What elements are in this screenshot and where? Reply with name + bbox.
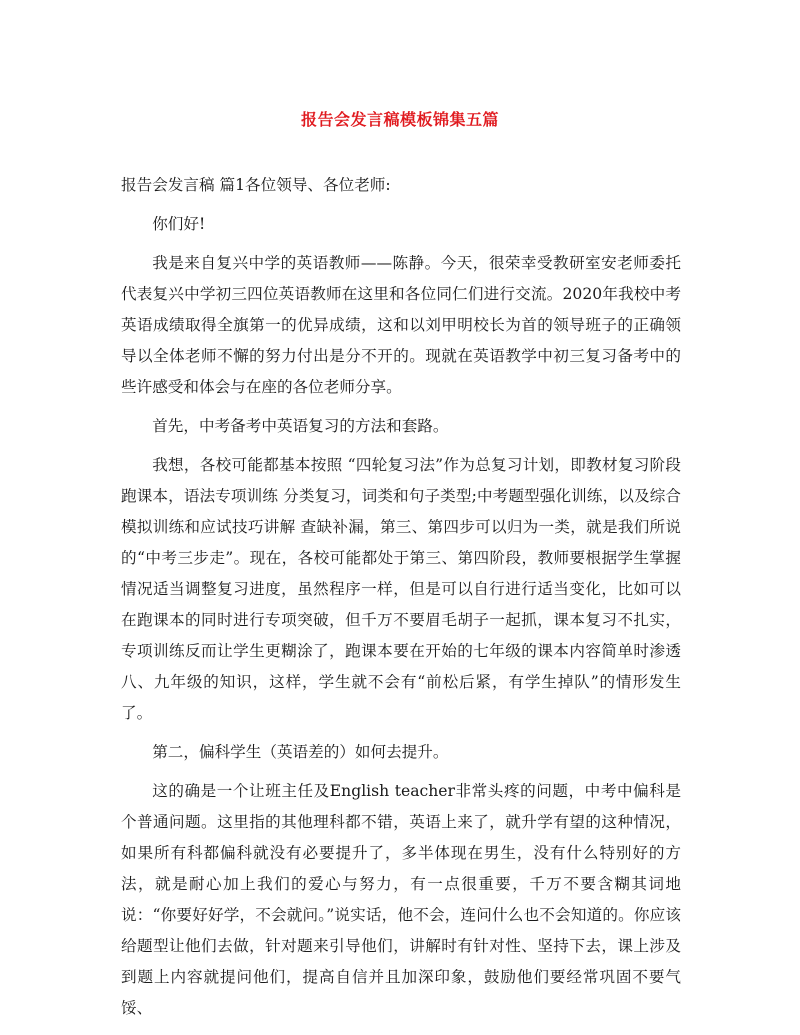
paragraph-first-point: 首先，中考备考中英语复习的方法和套路。 [152,417,449,435]
paragraph-weak-students: 这的确是一个让班主任及English teacher非常头疼的问题，中考中偏科是个普通问题。这里指的其他理科都不错，英语上来了，就升学有望的这种情况，如果所有科都偏科就没有必要提升了，多半体现在男生，没有什么特别好的方法，就是耐心加上我们的爱心与努力，有一点很重要，千万不要含糊其词地说：“你要好好学，不会就问。”说实话，他不会，连问什么也不会知道的。你应该给题型让他们去做，针对题来引导他们，讲解时有针对性、坚持下去，课上涉及到题上内容就提问他们，提高自信并且加深印象，鼓励他们要经常巩固不要气馁、 [121,782,681,1017]
document-title: 报告会发言稿模板锦集五篇 [300,110,499,129]
document-body [121,170,681,1032]
paragraph-introduction: 我是来自复兴中学的英语教师——陈静。今天，很荣幸受教研室安老师委托代表复兴中学初三四位英语教师在这里和各位同仁们进行交流。2020年我校中考英语成绩取得全旗第一的优异成绩，这和以刘甲明校长为首的领导班子的正确领导以全体老师不懈的努力付出是分不开的。现就在英语教学中初三复习备考中的些许感受和体会与在座的各位老师分享。 [121,254,681,396]
paragraph-greeting-header: 报告会发言稿 篇1各位领导、各位老师: [121,176,391,194]
paragraph-second-point: 第二，偏科学生（英语差的）如何去提升。 [152,743,449,761]
paragraph-hello: 你们好! [152,215,206,233]
paragraph-review-method: 我想，各校可能都基本按照 “四轮复习法”作为总复习计划，即教材复习阶段 跑课本，语法专项训练 分类复习，词类和句子类型;中考题型强化训练，以及综合模拟训练和应试技巧讲解 查缺补漏，第三、第四步可以归为一类，就是我们所说的“中考三步走”。现在，各校可能都处于第三、第四阶段，教师要根据学生掌握情况适当调整复习进度，虽然程序一样，但是可以自行进行适当变化，比如可以在跑课本的同时进行专项突破，但千万不要眉毛胡子一起抓，课本复习不扎实，专项训练反而让学生更糊涂了，跑课本要在开始的七年级的课本内容简单时渗透八、九年级的知识，这样，学生就不会有“前松后紧，有学生掉队”的情形发生了。 [121,456,681,722]
